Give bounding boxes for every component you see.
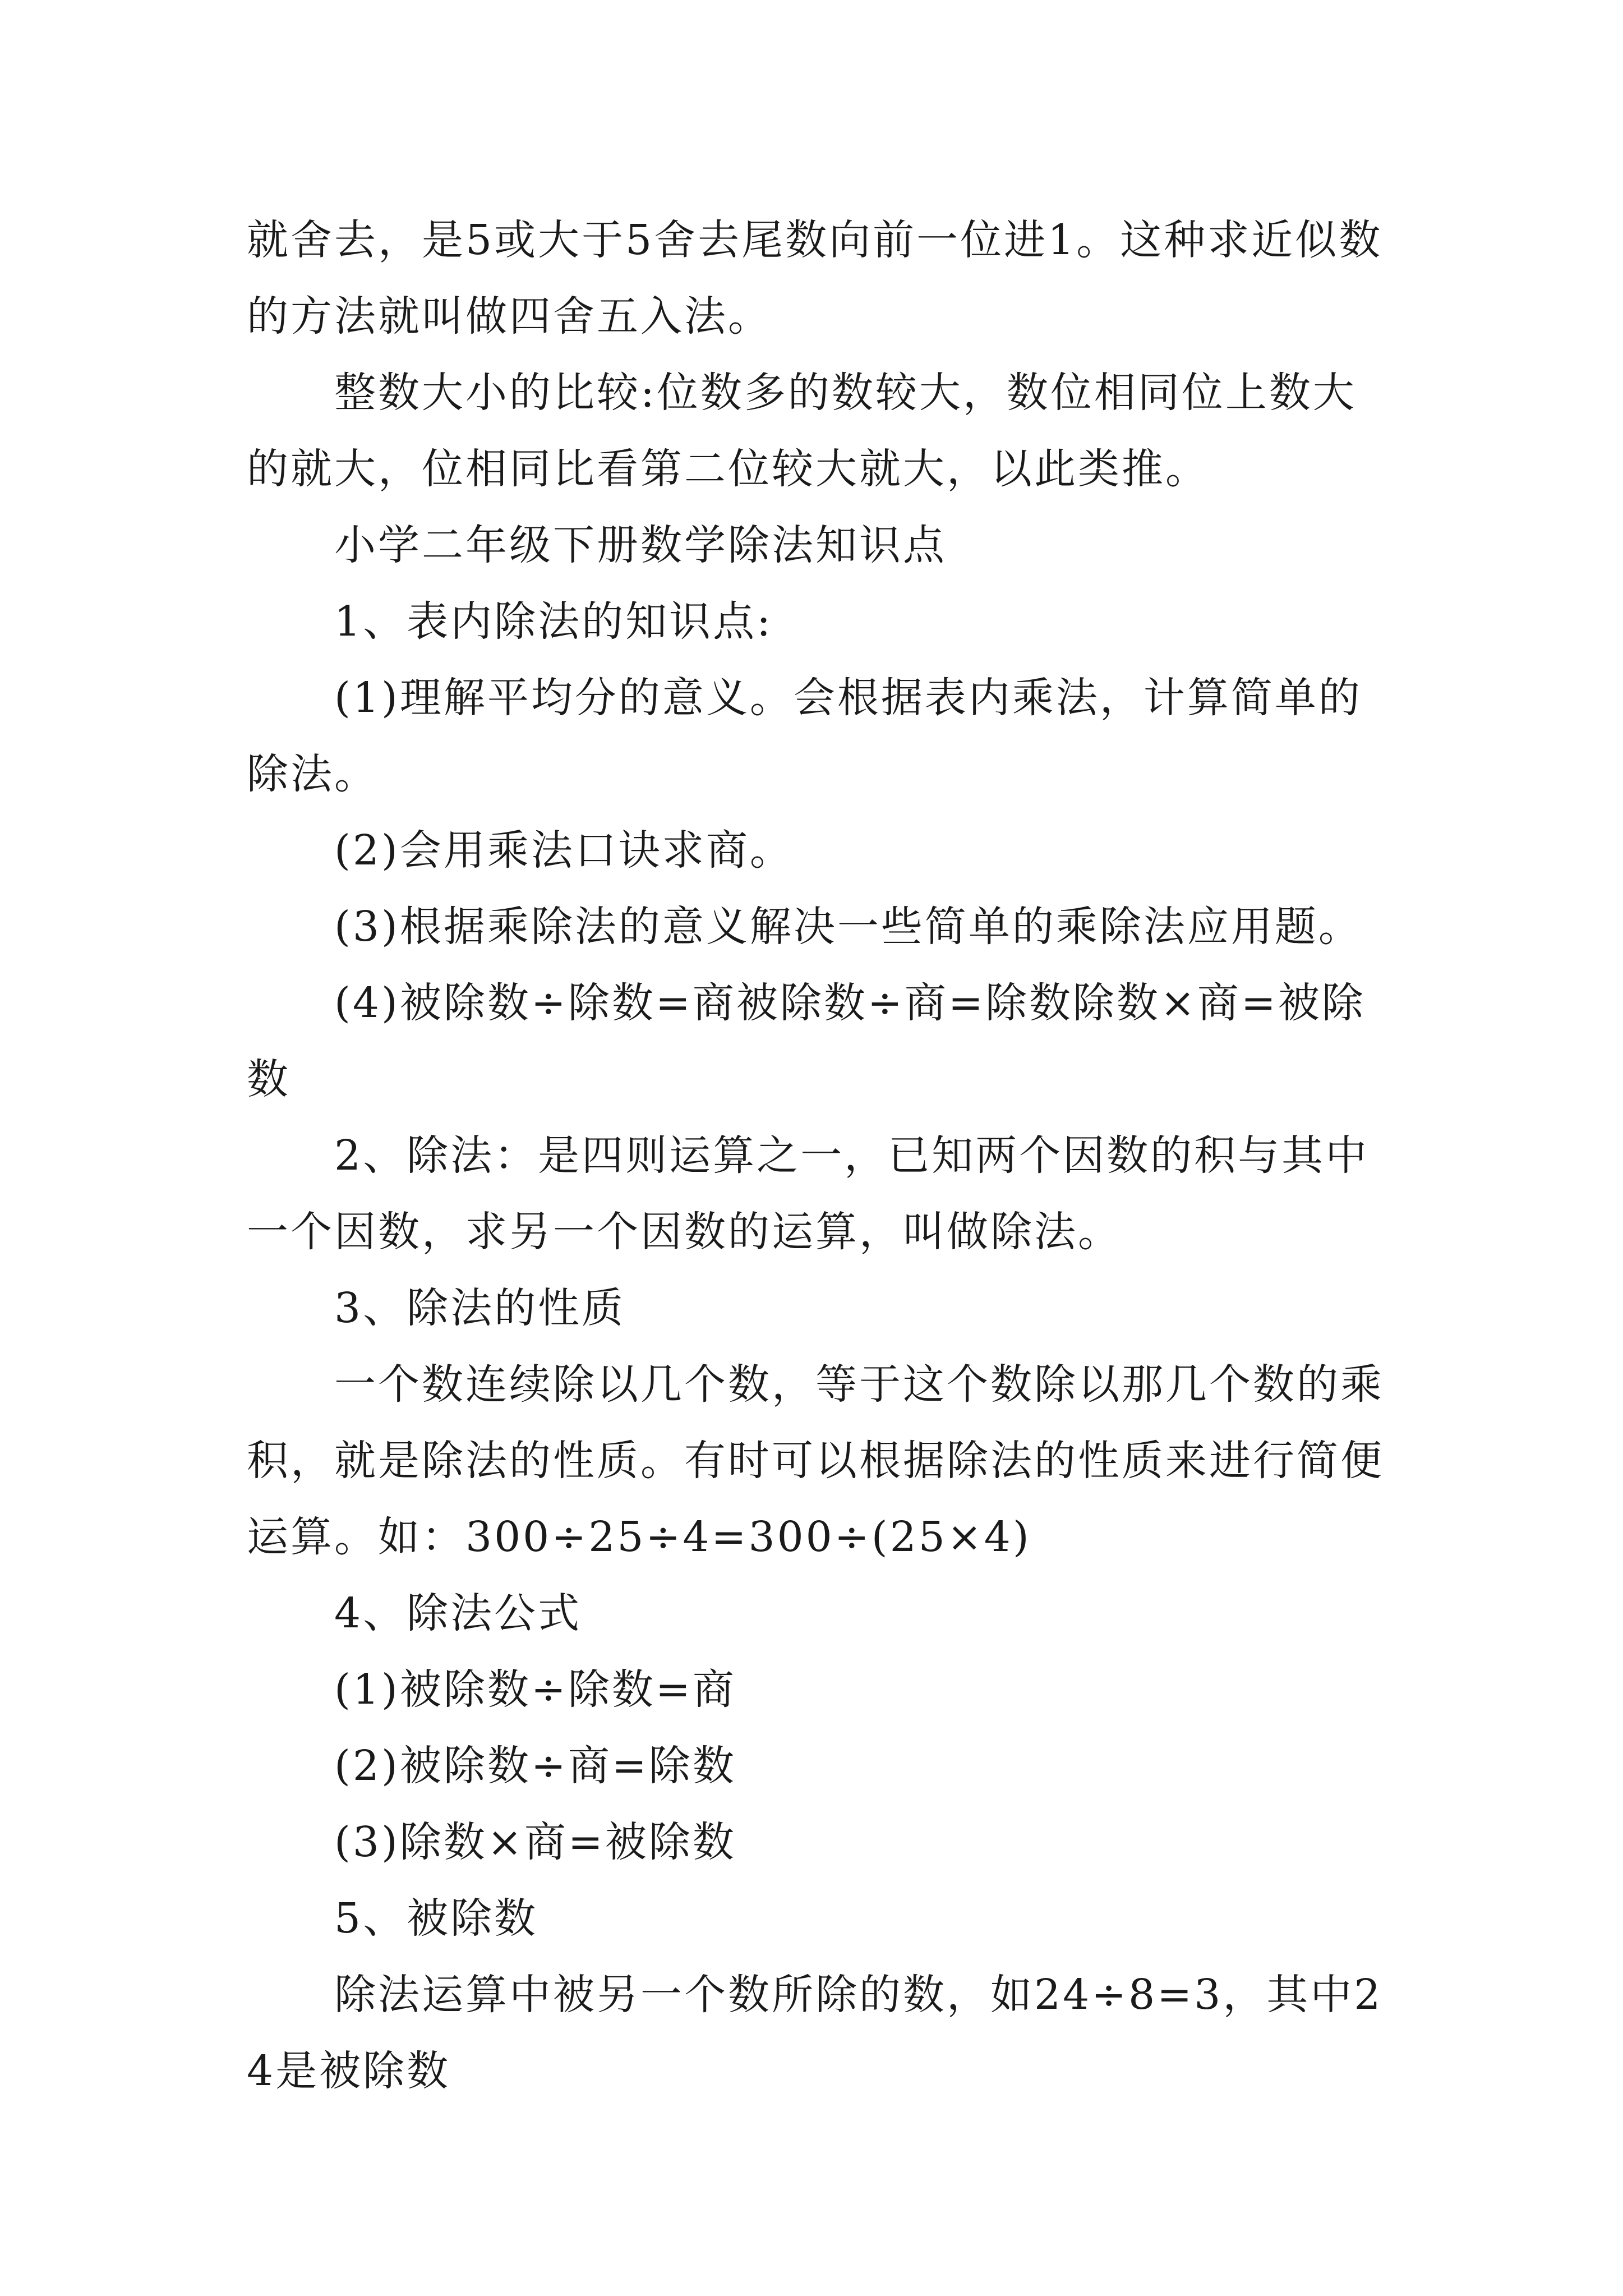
paragraph-integer-comparison: 整数大小的比较:位数多的数较大，数位相同位上数大的就大，位相同比看第二位较大就大，以此类推。	[247, 369, 1357, 493]
paragraph-rounding-continued: 就舍去，是5或大于5舍去尾数向前一位进1。这种求近似数的方法就叫做四舍五入法。	[247, 216, 1383, 341]
document-body	[247, 202, 1391, 2109]
paragraph-division-definition: 2、除法：是四则运算之一，已知两个因数的积与其中一个因数，求另一个因数的运算，叫做除法。	[247, 1131, 1370, 1256]
paragraph-division-properties: 一个数连续除以几个数，等于这个数除以那几个数的乘积，就是除法的性质。有时可以根据除法的性质来进行简便运算。如：300÷25÷4=300÷(25×4)	[247, 1360, 1384, 1561]
paragraph-dividend-definition: 除法运算中被另一个数所除的数，如24÷8=3，其中24是被除数	[247, 1971, 1383, 2095]
list-heading-division-properties: 3、除法的性质	[334, 1284, 626, 1332]
formula-item-3: (3)除数×商=被除数	[334, 1818, 736, 1866]
list-heading-table-division: 1、表内除法的知识点:	[334, 597, 773, 646]
list-item-1: (1)理解平均分的意义。会根据表内乘法，计算简单的除法。	[247, 674, 1362, 798]
list-heading-dividend: 5、被除数	[334, 1894, 538, 1943]
list-item-4: (4)被除数÷除数=商被除数÷商=除数除数×商=被除数	[247, 979, 1366, 1103]
formula-item-2: (2)被除数÷商=除数	[334, 1742, 736, 1790]
list-item-2: (2)会用乘法口诀求商。	[334, 826, 794, 875]
list-heading-division-formulas: 4、除法公式	[334, 1589, 582, 1637]
formula-item-1: (1)被除数÷除数=商	[334, 1665, 736, 1714]
list-item-3: (3)根据乘除法的意义解决一些简单的乘除法应用题。	[334, 903, 1362, 951]
section-heading-division: 小学二年级下册数学除法知识点	[334, 521, 947, 569]
